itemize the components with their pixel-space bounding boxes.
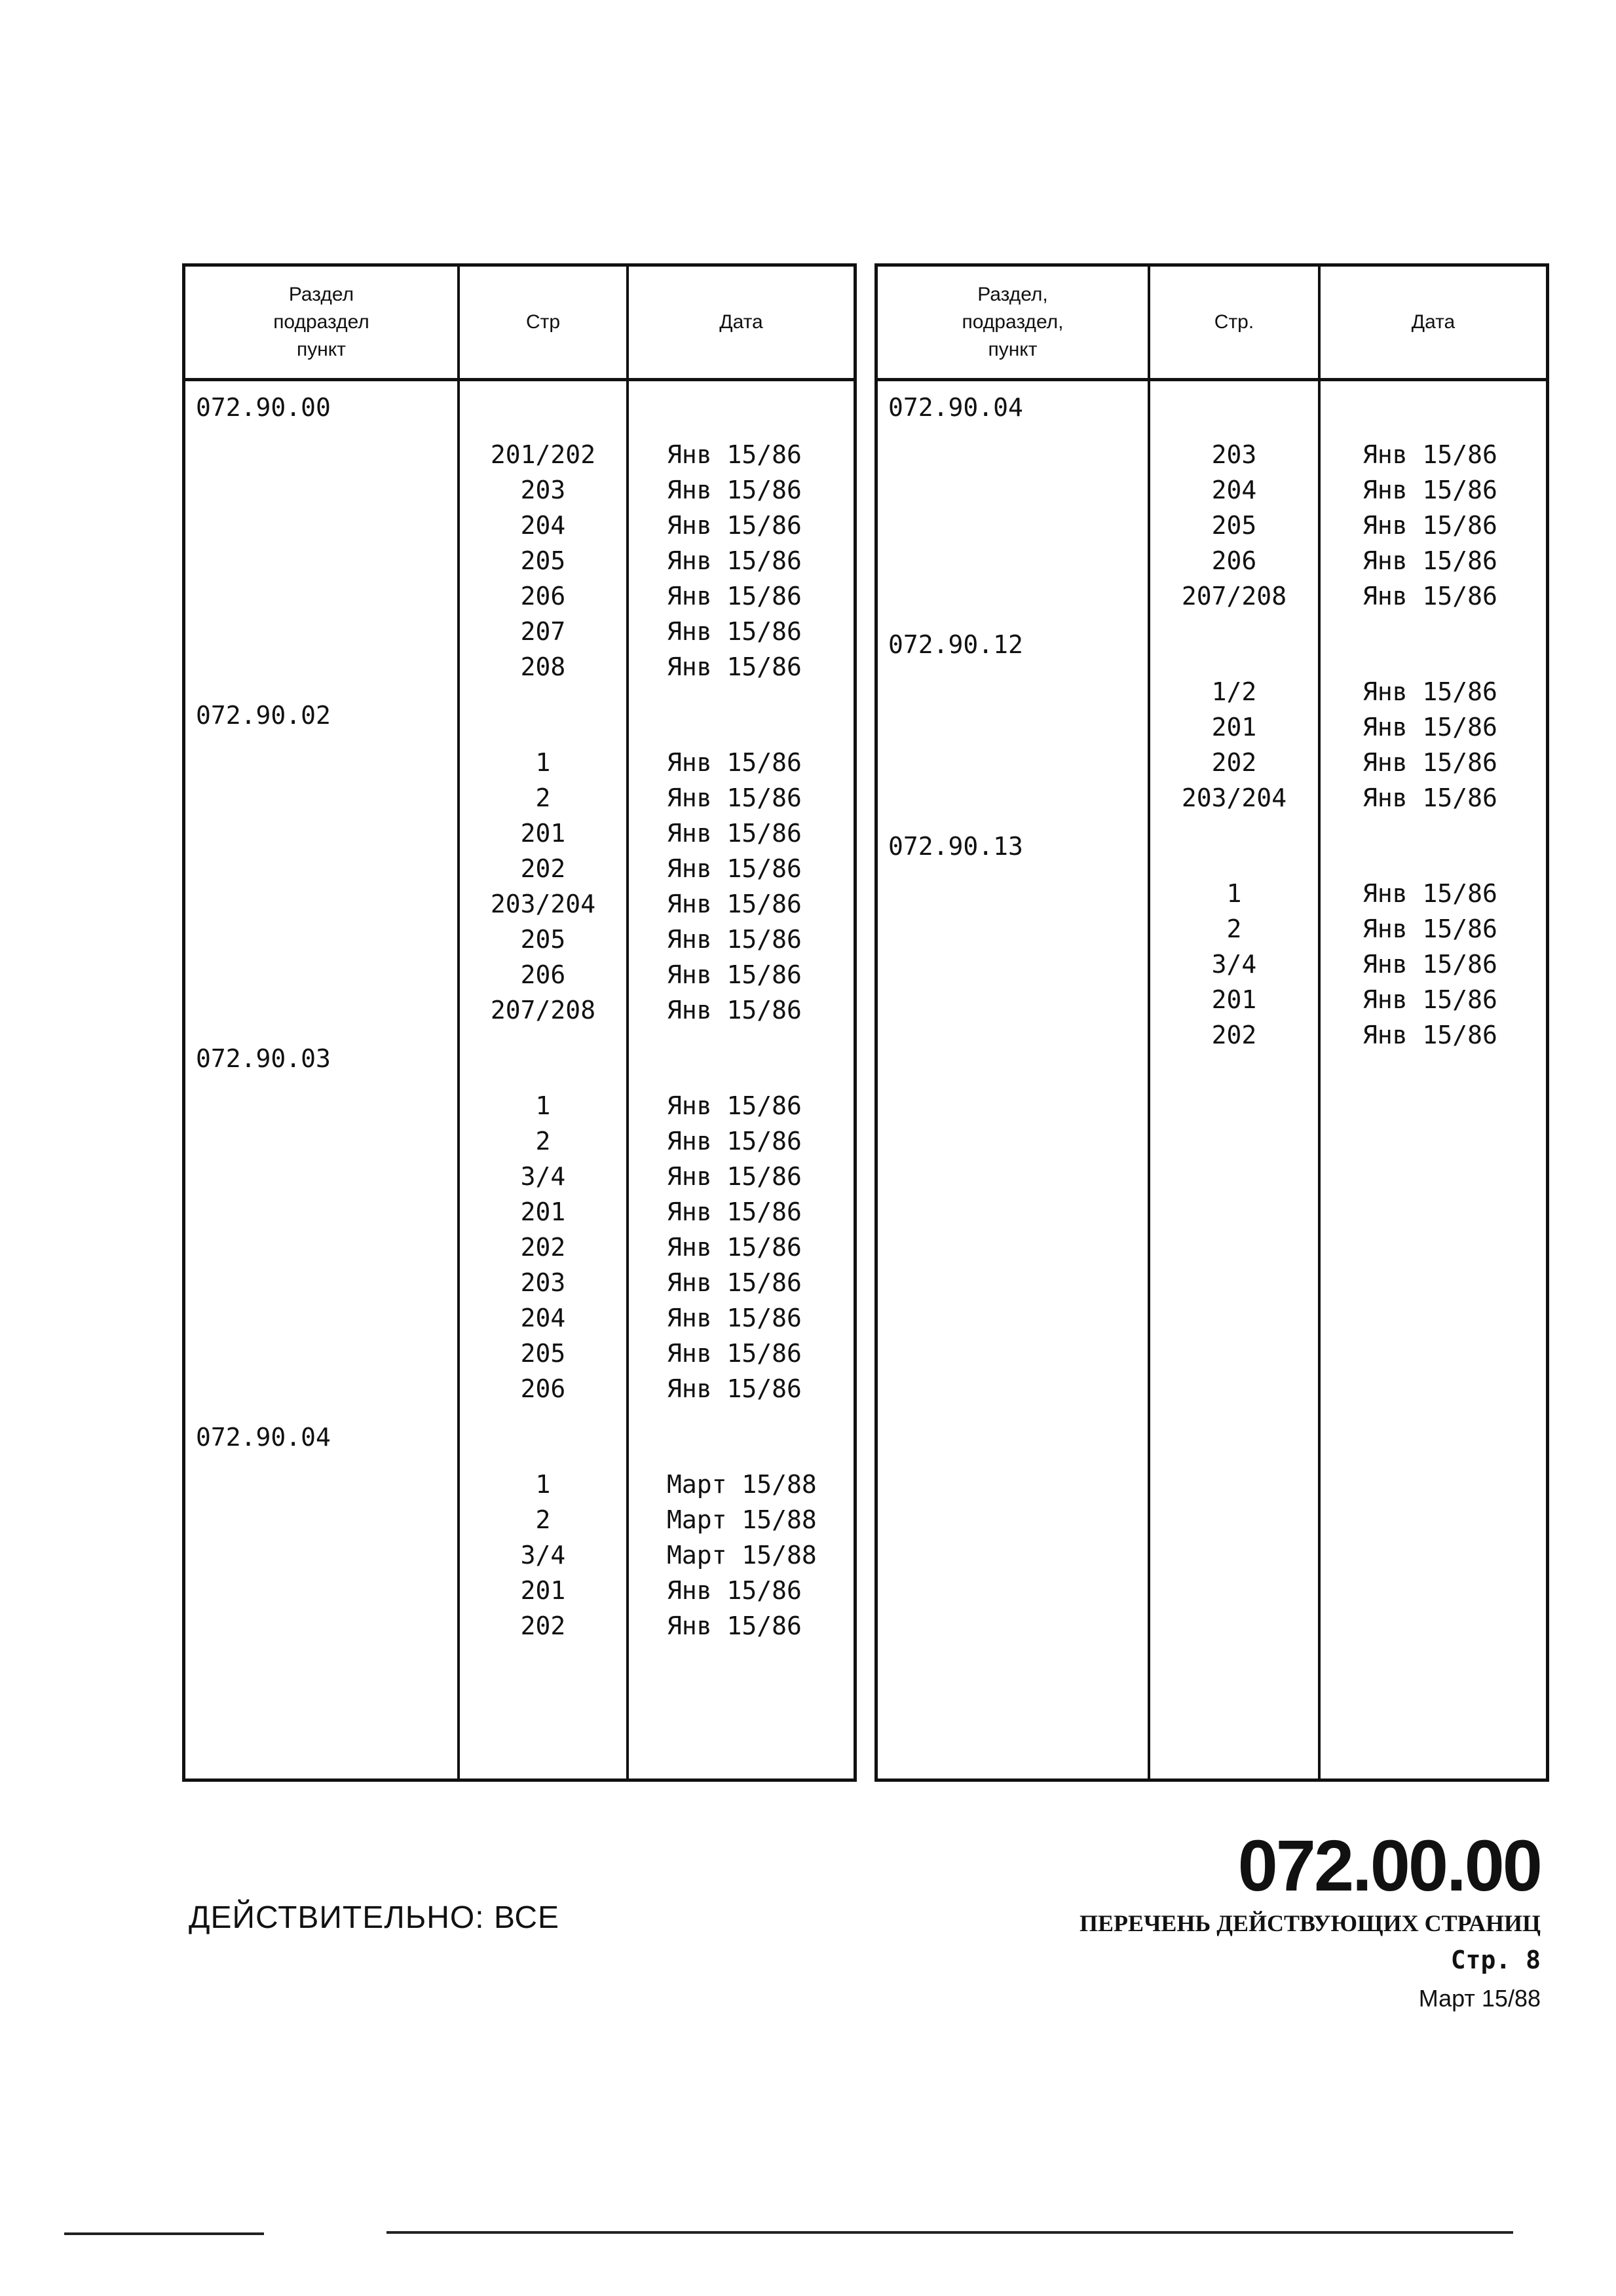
page-number-cell: 201/202 [490, 440, 596, 469]
effective-pages-table-left [182, 263, 857, 1782]
effective-pages-table-right [874, 263, 1549, 1782]
table-body [185, 382, 854, 1778]
table-row [185, 1371, 854, 1406]
date-cell: Янв 15/86 [667, 854, 802, 883]
date-cell: Янв 15/86 [667, 996, 802, 1025]
date-cell: Янв 15/86 [1362, 985, 1497, 1014]
page-number-cell: 205 [1211, 511, 1257, 540]
table-row [185, 437, 854, 472]
header-section [185, 267, 457, 378]
section-row [878, 829, 1546, 864]
table-row [185, 780, 854, 816]
date-cell: Янв 15/86 [1362, 879, 1497, 908]
table-row [185, 1088, 854, 1123]
section-code: 072.90.13 [888, 832, 1023, 861]
table-row [185, 1230, 854, 1265]
date-cell: Янв 15/86 [1362, 1021, 1497, 1049]
header-section-line: пункт [296, 339, 346, 360]
page-number-cell: 204 [1211, 476, 1257, 504]
page-number: Стр. 8 [1450, 1946, 1541, 1974]
page-number-cell: 2 [535, 783, 551, 812]
page-number-cell: 1 [535, 1470, 551, 1499]
validity-note: ДЕЙСТВИТЕЛЬНО: ВСЕ [189, 1900, 560, 1935]
date-cell: Янв 15/86 [1362, 748, 1497, 777]
date-cell: Янв 15/86 [1362, 914, 1497, 943]
table-row [878, 780, 1546, 816]
page-number-cell: 206 [520, 582, 566, 611]
date-cell: Янв 15/86 [1362, 511, 1497, 540]
table-row [185, 543, 854, 578]
date-cell: Янв 15/86 [667, 819, 802, 848]
page-number-cell: 208 [520, 652, 566, 681]
date-cell: Янв 15/86 [667, 582, 802, 611]
header-section-line: подраздел, [962, 311, 1064, 333]
section-row [878, 390, 1546, 425]
table-row [185, 1300, 854, 1336]
table-row [878, 508, 1546, 543]
section-row [185, 1420, 854, 1455]
table-row [878, 709, 1546, 745]
header-page: Стр [525, 311, 561, 333]
date-cell: Янв 15/86 [667, 1304, 802, 1332]
date-cell: Янв 15/86 [667, 546, 802, 575]
page-number-cell: 207/208 [490, 996, 596, 1025]
table-row [878, 578, 1546, 614]
page-number-cell: 207 [520, 617, 566, 646]
date-cell: Март 15/88 [667, 1505, 817, 1534]
date-cell: Янв 15/86 [1362, 582, 1497, 611]
table-row [878, 876, 1546, 911]
table-row [185, 1123, 854, 1159]
bottom-rule [386, 2231, 1513, 2234]
page-number-cell: 205 [520, 546, 566, 575]
table-row [185, 1537, 854, 1573]
page-number-cell: 205 [520, 925, 566, 954]
date-cell: Янв 15/86 [667, 476, 802, 504]
page-number-cell: 203 [520, 476, 566, 504]
page-number-cell: 3/4 [1211, 950, 1257, 979]
page-number-cell: 202 [1211, 748, 1257, 777]
page-number-cell: 2 [535, 1127, 551, 1156]
page-number-cell: 205 [520, 1339, 566, 1368]
header-section-line: пункт [988, 339, 1038, 360]
date-cell: Янв 15/86 [1362, 950, 1497, 979]
table-row [185, 957, 854, 992]
date-cell: Янв 15/86 [667, 1374, 802, 1403]
section-row [878, 627, 1546, 662]
page-number-cell: 202 [520, 854, 566, 883]
date-cell: Янв 15/86 [667, 1576, 802, 1605]
date-cell: Янв 15/86 [1362, 546, 1497, 575]
page-number-cell: 1 [535, 748, 551, 777]
page-number-cell: 2 [535, 1505, 551, 1534]
section-code: 072.90.12 [888, 630, 1023, 659]
date-cell: Янв 15/86 [1362, 677, 1497, 706]
table-row [185, 1608, 854, 1644]
page-number-cell: 202 [1211, 1021, 1257, 1049]
revision-date: Март 15/88 [1418, 1985, 1541, 2012]
header-section-line: подраздел [273, 311, 369, 333]
date-cell: Март 15/88 [667, 1541, 817, 1570]
header-divider [878, 378, 1546, 381]
date-cell: Янв 15/86 [667, 925, 802, 954]
page-number-cell: 206 [520, 1374, 566, 1403]
table-row [878, 472, 1546, 508]
header-date: Дата [719, 311, 763, 333]
page-number-cell: 201 [520, 1576, 566, 1605]
page-number-cell: 3/4 [520, 1162, 566, 1191]
page-number-cell: 1 [1226, 879, 1242, 908]
date-cell: Янв 15/86 [667, 960, 802, 989]
page-number-cell: 202 [520, 1611, 566, 1640]
table-row [878, 745, 1546, 780]
table-row [185, 816, 854, 851]
date-cell: Янв 15/86 [667, 652, 802, 681]
page-number-cell: 3/4 [520, 1541, 566, 1570]
date-cell: Янв 15/86 [667, 1268, 802, 1297]
section-code: 072.90.04 [196, 1423, 331, 1452]
header-section [878, 267, 1148, 378]
page-number-cell: 1/2 [1211, 677, 1257, 706]
date-cell: Янв 15/86 [667, 1339, 802, 1368]
page-number-cell: 207/208 [1181, 582, 1287, 611]
date-cell: Янв 15/86 [667, 511, 802, 540]
page-number-cell: 203 [1211, 440, 1257, 469]
date-cell: Янв 15/86 [667, 783, 802, 812]
header-divider [185, 378, 854, 381]
date-cell: Янв 15/86 [667, 1611, 802, 1640]
header-section-line: Раздел, [977, 284, 1048, 305]
page-number-cell: 204 [520, 511, 566, 540]
table-row [185, 472, 854, 508]
date-cell: Янв 15/86 [667, 1197, 802, 1226]
date-cell: Янв 15/86 [667, 1233, 802, 1262]
table-row [878, 947, 1546, 982]
date-cell: Янв 15/86 [1362, 713, 1497, 742]
table-row [878, 437, 1546, 472]
date-cell: Янв 15/86 [1362, 476, 1497, 504]
table-row [878, 1017, 1546, 1053]
page-number-cell: 202 [520, 1233, 566, 1262]
table-row [185, 1265, 854, 1300]
page-number-cell: 2 [1226, 914, 1242, 943]
header-date: Дата [1411, 311, 1456, 333]
page-number-cell: 203/204 [1181, 783, 1287, 812]
table-row [185, 851, 854, 886]
page-number-cell: 204 [520, 1304, 566, 1332]
table-row [185, 578, 854, 614]
table-row [185, 649, 854, 685]
section-code: 072.90.04 [888, 393, 1023, 422]
page-number-cell: 203/204 [490, 890, 596, 918]
document-code: 072.00.00 [1237, 1826, 1541, 1906]
table-row [185, 745, 854, 780]
table-row [185, 1502, 854, 1537]
table-row [185, 1159, 854, 1194]
page-number-cell: 201 [1211, 985, 1257, 1014]
page-number-cell: 201 [1211, 713, 1257, 742]
table-row [185, 508, 854, 543]
date-cell: Янв 15/86 [667, 1091, 802, 1120]
page-number-cell: 203 [520, 1268, 566, 1297]
header-page: Стр. [1214, 311, 1254, 333]
header-section-line: Раздел [288, 284, 354, 305]
date-cell: Янв 15/86 [1362, 783, 1497, 812]
table-row [878, 911, 1546, 947]
date-cell: Янв 15/86 [1362, 440, 1497, 469]
section-row [185, 390, 854, 425]
table-row [185, 1336, 854, 1371]
page-number-cell: 206 [1211, 546, 1257, 575]
table-row [878, 982, 1546, 1017]
table-row [185, 614, 854, 649]
page-number-cell: 201 [520, 819, 566, 848]
bottom-rule [64, 2232, 264, 2235]
table-body [878, 382, 1546, 1778]
date-cell: Янв 15/86 [667, 1162, 802, 1191]
section-row [185, 1041, 854, 1076]
section-row [185, 698, 854, 733]
section-code: 072.90.03 [196, 1044, 331, 1073]
page-number-cell: 1 [535, 1091, 551, 1120]
table-row [185, 1194, 854, 1230]
date-cell: Янв 15/86 [667, 440, 802, 469]
section-code: 072.90.02 [196, 701, 331, 730]
table-row [185, 1573, 854, 1608]
section-code: 072.90.00 [196, 393, 331, 422]
table-row [878, 674, 1546, 709]
date-cell: Янв 15/86 [667, 748, 802, 777]
table-row [185, 992, 854, 1028]
date-cell: Март 15/88 [667, 1470, 817, 1499]
page-number-cell: 206 [520, 960, 566, 989]
date-cell: Янв 15/86 [667, 890, 802, 918]
table-row [878, 543, 1546, 578]
table-row [185, 1467, 854, 1502]
date-cell: Янв 15/86 [667, 617, 802, 646]
table-row [185, 922, 854, 957]
date-cell: Янв 15/86 [667, 1127, 802, 1156]
table-row [185, 886, 854, 922]
page-number-cell: 201 [520, 1197, 566, 1226]
document-title: ПЕРЕЧЕНЬ ДЕЙСТВУЮЩИХ СТРАНИЦ [1079, 1910, 1541, 1936]
